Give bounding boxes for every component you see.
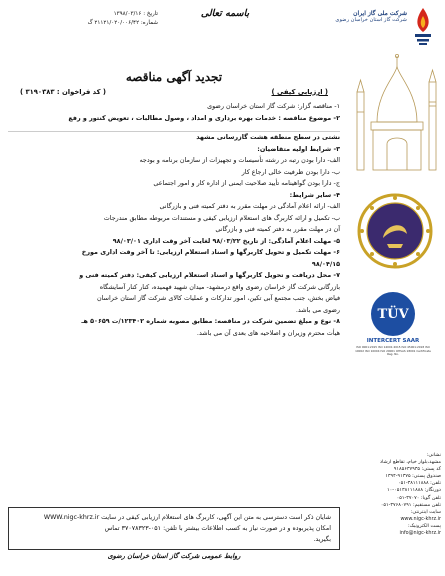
notice-line: ۲- موضوع مناقصه : خدمات بهره برداری و امداد ، وصول مطالبات ، تعویض کنتور و رفع: [68, 113, 340, 122]
notice-line: الف- ارائه اعلام آمادگی در مهلت مقرر به دفتر کمیته فنی و بازرگانی: [159, 202, 340, 210]
contact-line: نشانی:: [426, 452, 441, 458]
contact-line: کد پستی: ۹۱۸۵۶۳۷۹۳۵: [393, 466, 441, 473]
anniversary-seal-icon: [355, 190, 435, 272]
tuv-details: ISO 9001:2015 ISO 14001:2015 ISO 45001:2018 ISO 10002 ISO 10004 ISO 29001 OHSAS 18001 Certificate Reg. No.: [355, 345, 431, 357]
title-row: [8, 66, 340, 84]
public-relations-signature: روابط عمومی شرکت گاز استان خراسان رضوی: [107, 552, 241, 560]
notice-line: ب- دارا بودن ظرفیت خالی ارجاع کار: [241, 167, 340, 176]
info-box-line: امکان پذیربوده و در صورت نیاز به کسب اطلاعات بیشتر با تلفن: ۰۵۱-۳۷۰۷۸۳۲۳ تماس: [104, 525, 331, 532]
notice-line: ج- دارا بودن گواهینامه تأیید صلاحیت ایمنی از اداره کار و امور اجتماعی: [153, 179, 340, 187]
notice-line: ۳- شرایط اولیه متقاضیان:: [257, 144, 340, 153]
company-name: [329, 10, 407, 24]
contact-line: تلفن: ۳۸۱۱۱۸۸۸-۰۵۱: [397, 480, 441, 487]
document-meta: [8, 10, 158, 28]
contact-line: تلفن گویا: ۳۷۰۷۰-۰۵۱: [396, 494, 441, 501]
notice-line: ۵- مهلت اعلام آمادگی: از تاریخ ۹۸/۰۳/۲۲ لغایت آخر وقت اداری ۹۸/۰۳/۰۱: [112, 236, 340, 245]
notice-line: ۴- سایر شرایط:: [289, 190, 340, 199]
contact-line: info@nigc-khrz.ir: [399, 530, 441, 537]
info-box: [8, 507, 340, 550]
notice-line: الف- دارا بودن رتبه در رشته تأسیسات و تجهیزات از سازمان برنامه و بودجه: [139, 156, 340, 164]
notice-line: ۱- مناقصه گزار: شرکت گاز استان خراسان رضوی: [207, 102, 340, 110]
notice-line: فیاض بخش، جنب مجتمع آبی تکین، امور تدارکات و عملیات کالای شرکت گاز استان خراسان: [96, 294, 340, 302]
contact-line: تلفن مستقیم: ۳۷۶۸۰۷۹۱-۰۵۱: [380, 501, 441, 508]
notice-line: آن در مهلت مقرر به دفتر کمیته فنی و بازرگانی: [215, 225, 340, 233]
contact-line: دورنگار: ۰۵۱۳۸۱۱۱۸۸۸-۱۰: [387, 487, 441, 494]
company-name-line1: شرکت ملی گاز ایران: [353, 10, 407, 17]
notice-line: ۸- نوع و مبلغ تضمین شرکت در مناقصه: مطابق مصوبه شماره ۱۲۳۴۰۲/ت ۵۰۶۵۹ هـ: [81, 317, 340, 325]
notice-title: تجدید آگهی مناقصه: [125, 70, 223, 84]
notice-line: هیأت محترم وزیران و اصلاحیه های بعدی آن می باشد.: [196, 328, 340, 337]
tender-code: ( کد فراخوان : ۳۱۹۰۳۸۳ ): [20, 88, 106, 96]
contact-line: سایت اینترنتی:: [410, 508, 441, 515]
info-box-line: شایان ذکر است دسترسی به متن این آگهی، کاربرگ های استعلام ارزیابی کیفی در سایت WWW.nigc-khrz.ir: [43, 514, 331, 521]
notice-line: ب- تکمیل و ارائه کاربرگ های استعلام ارزیابی کیفی و مستندات مربوطه مطابق مندرجات: [103, 213, 340, 222]
contact-line: مشهد،بلوار خیام، تقاطع ارشاد: [379, 459, 441, 466]
notice-line: ۹۸/۰۴/۱۵: [311, 259, 340, 268]
notice-line: رضوی می باشد.: [295, 305, 340, 314]
subtitle-row: [8, 88, 340, 96]
contact-line: www.nigc-khrz.ir: [400, 515, 441, 522]
info-box-line: بگیرید.: [313, 536, 331, 543]
contact-line: صندوق پستی: ۹۱۳۷۵-۱۳۹۴: [385, 473, 441, 480]
tuv-logo-icon: TÜV: [371, 292, 415, 336]
document-number: شماره: ۲۱۱۲۱/۰۲۰/۰۰۶/۴۲ گ: [87, 20, 158, 26]
notice-line: بازرگانی شرکت گاز خراسان رضوی واقع درمشهد- میدان شهید فهمیده، کنار کنار آسایشگاه: [99, 282, 340, 291]
notice-line: نشتی در سطح منطقه هشت گازرسانی مشهد: [196, 133, 340, 141]
company-name-line2: شرکت گاز استان خراسان رضوی: [335, 17, 407, 23]
tuv-name: INTERCERT SAAR: [366, 338, 420, 344]
document-date: تاریخ : ۱۳۹۸/۰۳/۱۶: [113, 11, 158, 17]
notice-line: ۷- محل دریافت و تحویل کاربرگها و اسناد استعلام ارزیابی کیفی: دفتر کمیته فنی و: [79, 271, 340, 279]
notice-lines: [8, 101, 340, 339]
shrine-dome-decoration-icon: [349, 52, 445, 182]
notice-body: [8, 66, 340, 339]
gas-flame-logo-icon: [411, 6, 435, 46]
contact-info: [349, 452, 441, 537]
evaluation-type: ( ارزیابی کیفی ): [271, 88, 328, 96]
company-logo: [329, 4, 439, 50]
contact-line: پست الکترونیک:: [407, 522, 441, 529]
notice-line: ۶- مهلت تکمیل و تحویل کاربرگها و اسناد استعلام ارزیابی: تا آخر وقت اداری مورخ: [81, 248, 340, 256]
bismillah-heading: باسمه تعالی: [200, 8, 250, 19]
tuv-certification: [355, 292, 431, 357]
notice-line: [8, 124, 340, 132]
